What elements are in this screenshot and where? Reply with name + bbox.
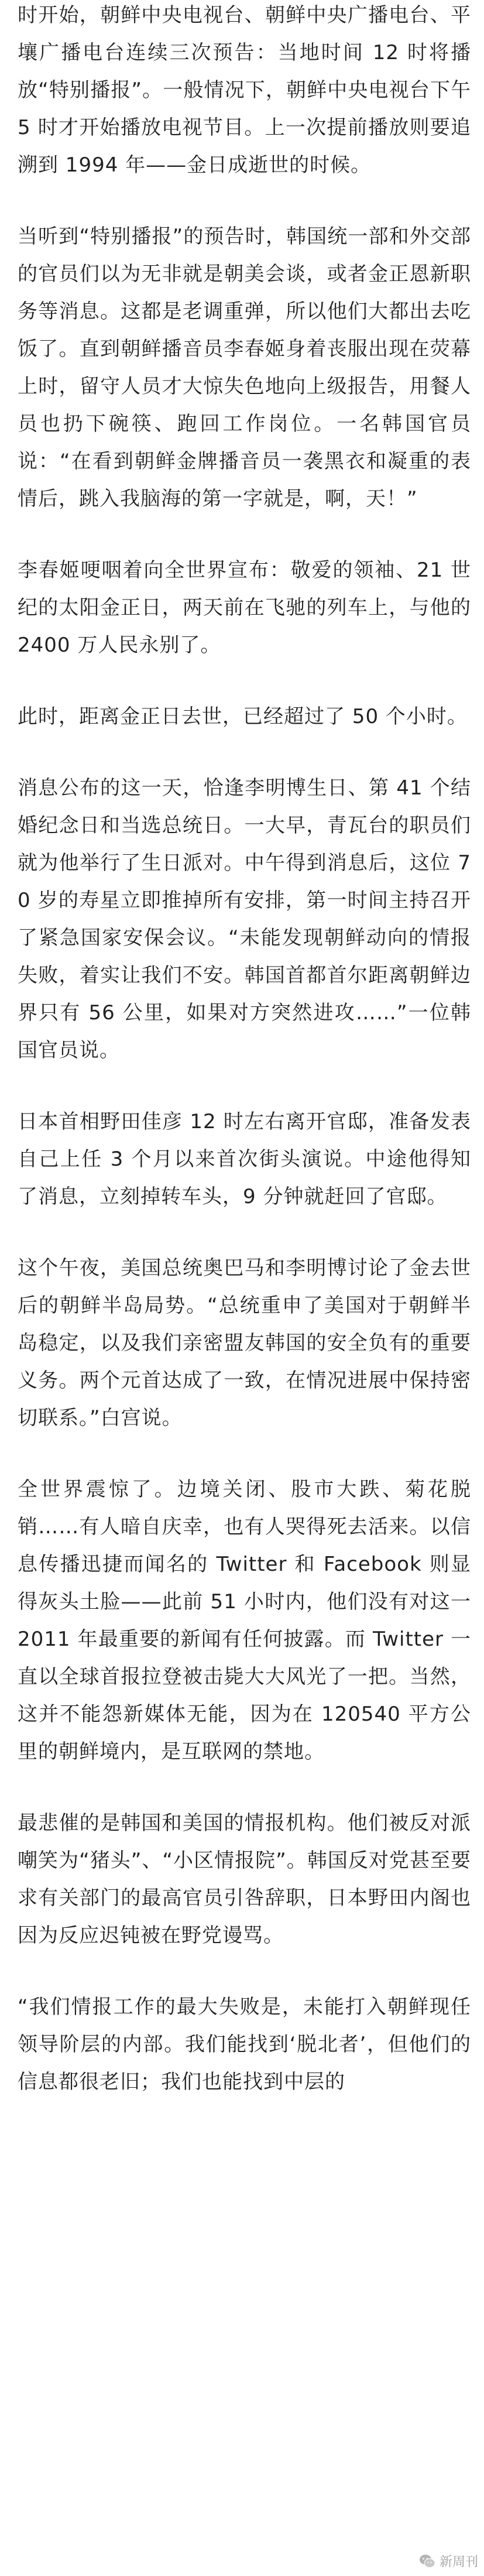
- watermark-text: 新周刊: [439, 2555, 478, 2570]
- article-paragraph: 此时，距离金正日去世，已经超过了 50 个小时。: [18, 705, 468, 728]
- article-paragraph: 当听到“特别播报”的预告时，韩国统一部和外交部的官员们以为无非就是朝美会谈，或者金正恩新职务等消息。这都是老调重弹，所以他们大都出去吃饭了。直到朝鲜播音员李春姬身着丧服出现在荧幕上时，留守人员才大惊失色地向上级报告，用餐人员也扔下碗筷、跑回工作岗位。一名韩国官员说：“在看到朝鲜金牌播音员一袭黑衣和凝重的表情后，跳入我脑海的第一字就是，啊，天！”: [18, 225, 471, 511]
- wechat-icon: [418, 2553, 436, 2570]
- article-paragraph: 消息公布的这一天，恰逢李明博生日、第 41 个结婚纪念日和当选总统日。一大早，青瓦台的职员们就为他举行了生日派对。中午得到消息后，这位 70 岁的寿星立即推掉所有安排，第一时间主持召开了紧急国家安保会议。“未能发现朝鲜动向的情报失败，着实让我们不安。韩国首都首尔距离朝鲜边界只有 56 公里，如果对方突然进攻……”一位韩国官员说。: [18, 776, 471, 1062]
- article-paragraph: “我们情报工作的最大失败是，未能打入朝鲜现任领导阶层的内部。我们能找到‘脱北者’，但他们的信息都很老旧；我们也能找到中层的: [18, 1995, 471, 2094]
- article-paragraph: 这个午夜，美国总统奥巴马和李明博讨论了金去世后的朝鲜半岛局势。“总统重申了美国对于朝鲜半岛稳定，以及我们亲密盟友韩国的安全负有的重要义务。两个元首达成了一致，在情况进展中保持密切联系。”白宫说。: [18, 1256, 471, 1430]
- article-paragraph: 全世界震惊了。边境关闭、股市大跌、菊花脱销……有人暗自庆幸，也有人哭得死去活来。以信息传播迅捷而闻名的 Twitter 和 Facebook 则显得灰头土脸——此前 51 小时内，他们没有对这一 2011 年最重要的新闻有任何披露。而 Twitter 一直以全球首报拉登被击毙大大风光了一把。当然，这并不能怨新媒体无能，因为在 120540 平方公里的朝鲜境内，是互联网的禁地。: [18, 1478, 471, 1763]
- article-paragraph: 时开始，朝鲜中央电视台、朝鲜中央广播电台、平壤广播电台连续三次预告：当地时间 12 时将播放“特别播报”。一般情况下，朝鲜中央电视台下午 5 时才开始播放电视节目。上一次提前播放则要追溯到 1994 年——金日成逝世的时候。: [18, 4, 471, 177]
- source-watermark: [418, 2552, 478, 2570]
- article-paragraph: 李春姬哽咽着向全世界宣布：敬爱的领袖、21 世纪的太阳金正日，两天前在飞驰的列车上，与他的 2400 万人民永别了。: [18, 559, 471, 657]
- article-paragraph: 最悲催的是韩国和美国的情报机构。他们被反对派嘲笑为“猪头”、“小区情报院”。韩国反对党甚至要求有关部门的最高官员引咎辞职，日本野田内阁也因为反应迟钝被在野党谩骂。: [18, 1811, 471, 1947]
- article-paragraph: 日本首相野田佳彦 12 时左右离开官邸，准备发表自己上任 3 个月以来首次街头演说。中途他得知了消息，立刻掉转车头，9 分钟就赶回了官邸。: [18, 1110, 471, 1208]
